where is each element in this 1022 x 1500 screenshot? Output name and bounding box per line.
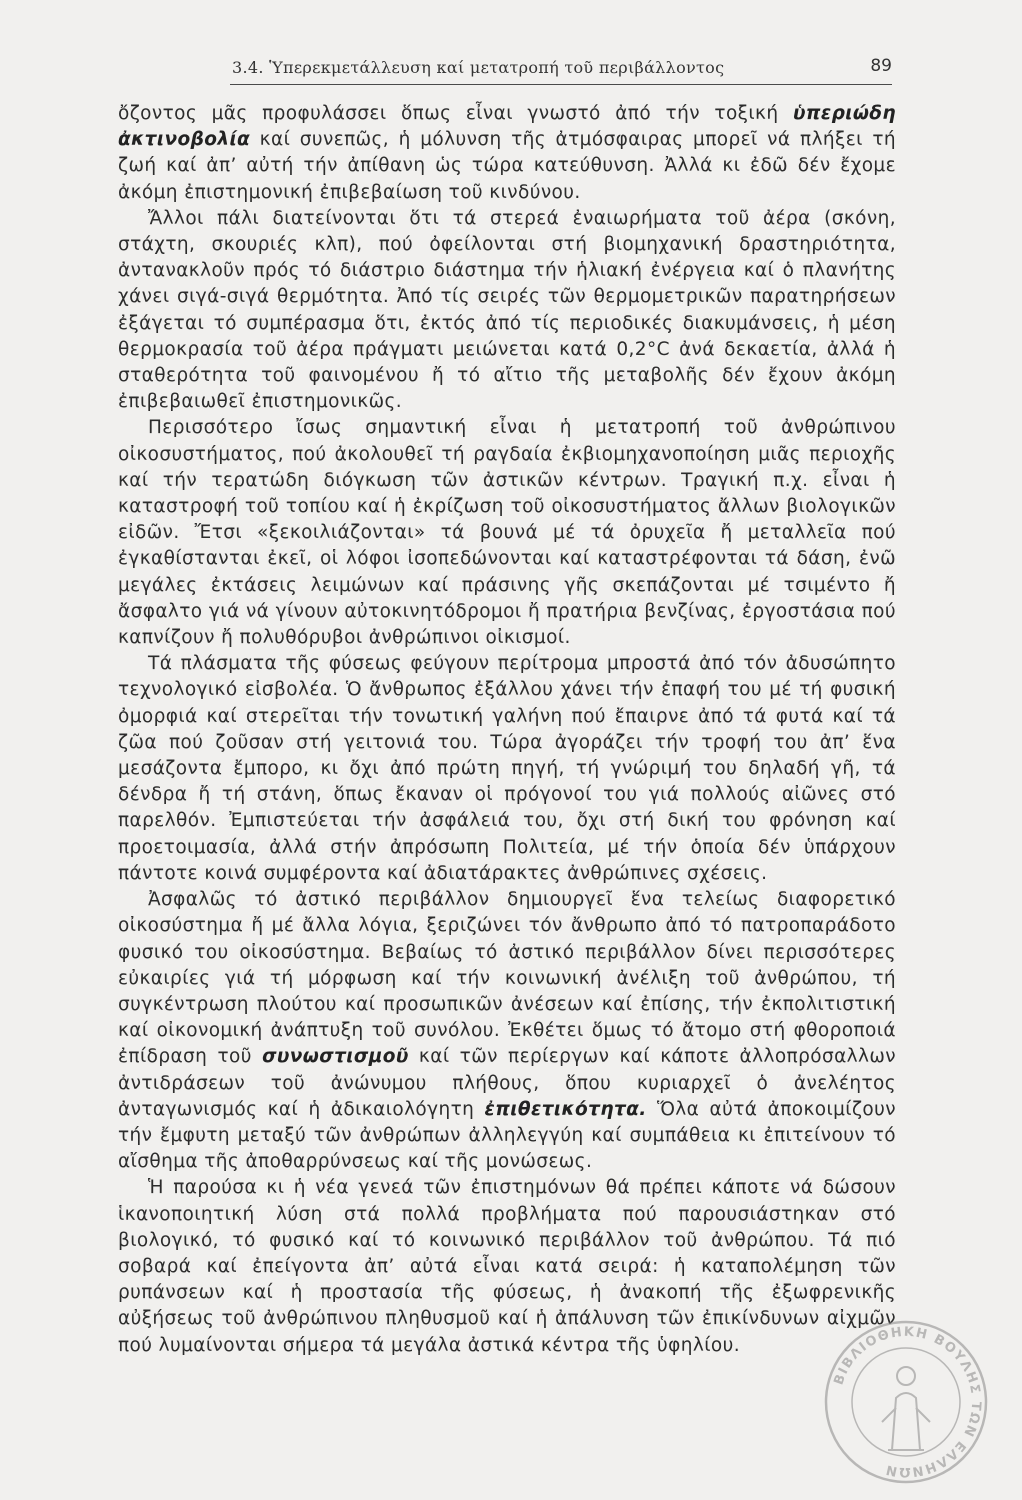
paragraph — [118, 1175, 896, 1358]
emphasized-term: συνωστισμοῦ — [262, 1046, 409, 1068]
text-run: ὄζοντος μᾶς προφυλάσσει ὅπως εἶναι γνωστό ἀπό τήν τοξική — [118, 103, 793, 124]
text-run: Περισσότερο ἴσως σημαντική εἶναι ἡ μετατροπή τοῦ ἀνθρώπινου οἰκοσυστήματος, πού ἀκολουθεῖ τή ραγδαία ἐκβιομηχανοποίηση μιᾶς περιοχῆς καί τήν τερατώδη διόγκωση τῶν ἀστικῶν κέντρων. Τραγική π.χ. εἶναι ἡ καταστροφή τοῦ τοπίου καί ἡ ἐκρίζωση τοῦ οἰκοσυστήματος ἄλλων βιολογικῶν εἰδῶν. Ἔτσι «ξεκοιλιάζονται» τά βουνά μέ τά ὀρυχεῖα ἤ μεταλλεῖα πού ἐγκαθίστανται ἐκεῖ, οἱ λόφοι ἰσοπεδώνονται καί καταστρέφονται τά δάση, ἐνῶ μεγάλες ἐκτάσεις λειμώνων καί πράσινης γῆς σκεπάζονται μέ τσιμέντο ἤ ἄσφαλτο γιά νά γίνουν αὐτοκινητόδρομοι ἤ πρατήρια βενζίνας, ἐργοστάσια πού καπνίζουν ἤ πολυθόρυβοι ἀνθρώπινοι οἰκισμοί. — [118, 417, 896, 649]
paragraph — [118, 651, 896, 887]
page-number: 89 — [870, 56, 892, 76]
paragraph — [118, 415, 896, 651]
running-head: 3.4. Ὑπερεκμετάλλευση καί μετατροπή τοῦ περιβάλλοντος — [232, 58, 725, 77]
text-run: Ὅλα αὐτά ἀποκοιμίζουν τήν ἔμφυτη μεταξύ τῶν ἀνθρώπων ἀλληλεγγύη καί συμπάθεια κι ἐπιτείνουν τό αἴσθημα τῆς ἀποθαρρύνσεως καί τῆς μονώσεως. — [118, 1098, 896, 1173]
paragraph — [118, 206, 896, 416]
text-run: Ἡ παρούσα κι ἡ νέα γενεά τῶν ἐπιστημόνων θά πρέπει κάποτε νά δώσουν ἱκανοποιητική λύση στά πολλά προβλήματα πού παρουσιάστηκαν στό βιολογικό, τό φυσικό καί τό κοινωνικό περιβάλλον τοῦ ἀνθρώπου. Τά πιό σοβαρά καί ἐπείγοντα ἀπ’ αὐτά εἶναι κατά σειρά: ἡ καταπολέμηση τῶν ρυπάνσεων καί ἡ προστασία τῆς φύσεως, ἡ ἀνακοπή τῆς ἐξωφρενικῆς αὐξήσεως τοῦ ἀνθρώπινου πληθυσμοῦ καί ἡ ἀπάλυνση τῶν ἐπικίνδυνων αἰχμῶν πού λυμαίνονται σήμερα τά μεγάλα ἀστικά κέντρα τῆς ὑφηλίου. — [118, 1177, 896, 1356]
text-run: Ἀσφαλῶς τό ἀστικό περιβάλλον δημιουργεῖ ἕνα τελείως διαφορετικό οἰκοσύστημα ἤ μέ ἄλλα λόγια, ξεριζώνει τόν ἄνθρωπο ἀπό τό πατροπαράδοτο φυσικό του οἰκοσύστημα. Βεβαίως τό ἀστικό περιβάλλον δίνει περισσότερες εὐκαιρίες γιά τή μόρφωση καί τήν κοινωνική ἀνέλιξη τοῦ ἀνθρώπου, τή συγκέντρωση πλούτου καί προσωπικῶν ἀνέσεων καί ἐπίσης, τήν ἐκπολιτιστική καί οἰκονομική ἀνάπτυξη τοῦ συνόλου. Ἐκθέτει ὅμως τό ἄτομο στή φθοροποιά ἐπίδραση τοῦ — [118, 889, 896, 1068]
header-rule — [230, 84, 892, 85]
library-seal-icon — [822, 1318, 990, 1486]
paragraph — [118, 101, 896, 206]
page-header — [232, 56, 892, 84]
text-run: Τά πλάσματα τῆς φύσεως φεύγουν περίτρομα μπροστά ἀπό τόν ἀδυσώπητο τεχνολογικό εἰσβολέα. Ὁ ἄνθρωπος ἐξάλλου χάνει τήν ἐπαφή του μέ τή φυσική ὀμορφιά καί στερεῖται τήν τονωτική γαλήνη πού ἔπαιρνε ἀπό τά φυτά καί τά ζῶα πού ζοῦσαν στή γειτονιά του. Τώρα ἀγοράζει τήν τροφή του ἀπ’ ἕνα μεσάζοντα ἔμπορο, κι ὄχι ἀπό πρώτη πηγή, τή γνώριμή του δηλαδή γῆ, τά δένδρα ἤ τή στάνη, ὅπως ἔκαναν οἱ πρόγονοί του γιά πολλούς αἰῶνες στό παρελθόν. Ἐμπιστεύεται τήν ἀσφάλειά του, ὄχι στή δική του φρόνηση καί προετοιμασία, ἀλλά στήν ἀπρόσωπη Πολιτεία, μέ τήν ὁποία δέν ὑπάρχουν πάντοτε κοινά συμφέροντα καί ἀδιατάρακτες ἀνθρώπινες σχέσεις. — [118, 653, 896, 884]
paragraph — [118, 887, 896, 1175]
emphasized-term: ὑπεριώδη ἀκτινοβολία — [118, 103, 896, 151]
emphasized-term: ἐπιθετικότητα. — [484, 1098, 647, 1120]
text-run: καί τῶν περίεργων καί κάποτε ἀλλοπρόσαλλων ἀντιδράσεων τοῦ ἀνώνυμου πλήθους, ὅπου κυριαρχεῖ ὁ ἀνελέητος ἀνταγωνισμός καί ἡ ἀδικαιολόγητη — [118, 1046, 897, 1120]
body-text — [118, 101, 896, 1359]
svg-text:ΒΙΒΛΙΟΘΗΚΗ ΒΟΥΛΗΣ ΤΩΝ ΕΛΛΗΝΩΝ: ΒΙΒΛΙΟΘΗΚΗ ΒΟΥΛΗΣ ΤΩΝ ΕΛΛΗΝΩΝ — [831, 1324, 984, 1480]
text-run: καί συνεπῶς, ἡ μόλυνση τῆς ἀτμόσφαιρας μπορεῖ νά πλήξει τή ζωή καί ἀπ’ αὐτή τήν ἀπίθανη ὡς τώρα κατεύθυνση. Ἀλλά κι ἐδῶ δέν ἔχομε ἀκόμη ἐπιστημονική ἐπιβεβαίωση τοῦ κινδύνου. — [118, 129, 896, 203]
text-run: Ἄλλοι πάλι διατείνονται ὅτι τά στερεά ἐναιωρήματα τοῦ ἀέρα (σκόνη, στάχτη, σκουριές κλπ), πού ὀφείλονται στή βιομηχανική δραστηριότητα, ἀντανακλοῦν πρός τό διάστριο διάστημα τήν ἡλιακή ἐνέργεια καί ὁ πλανήτης χάνει σιγά-σιγά θερμότητα. Ἀπό τίς σειρές τῶν θερμομετρικῶν παρατηρήσεων ἐξάγεται τό συμπέρασμα ὅτι, ἐκτός ἀπό τίς περιοδικές διακυμάνσεις, ἡ μέση θερμοκρασία τοῦ ἀέρα πράγματι μειώνεται κατά 0,2°C ἀνά δεκαετία, ἀλλά ἡ σταθερότητα τοῦ φαινομένου ἤ τό αἴτιο τῆς μεταβολῆς δέν ἔχουν ἀκόμη ἐπιβεβαιωθεῖ ἐπιστημονικῶς. — [118, 207, 896, 413]
